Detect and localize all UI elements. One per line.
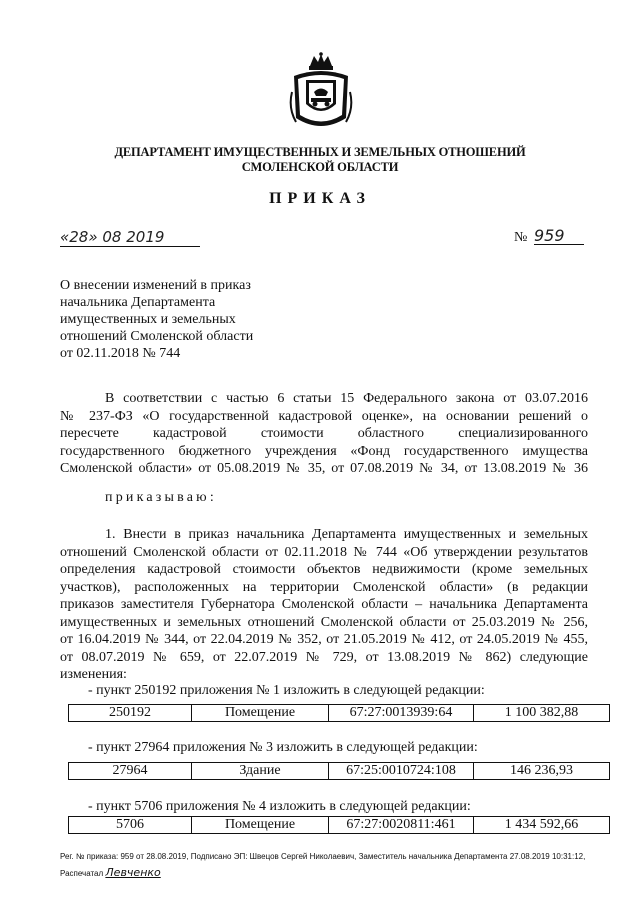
- body-line: определения кадастровой стоимости объектов недвижимости (кроме земельных: [60, 562, 588, 577]
- order-number: 959: [534, 226, 584, 245]
- body-line: 1. Внести в приказ начальника Департамента имущественных и земельных: [105, 527, 588, 542]
- table-cell-type: Здание: [192, 763, 329, 780]
- preamble-paragraph: [60, 390, 588, 478]
- body-line: приказов заместителя Губернатора Смоленской области – начальника Департамента: [60, 597, 588, 612]
- table-row: [69, 705, 610, 722]
- amendment-item-2: - пункт 27964 приложения № 3 изложить в следующей редакции:: [88, 740, 478, 755]
- table-cell-type: Помещение: [192, 817, 329, 834]
- subject-line: О внесении изменений в приказ: [60, 278, 251, 293]
- printed-by-line: [60, 866, 161, 879]
- preamble-line: В соответствии с частью 6 статьи 15 Федерального закона от 03.07.2016: [105, 391, 588, 406]
- body-paragraph: [60, 526, 588, 684]
- body-line: имущественных и земельных отношений Смоленской области от 25.03.2019 № 256,: [60, 614, 588, 630]
- amendment-table-3: [68, 816, 610, 834]
- subject-line: имущественных и земельных: [60, 312, 236, 327]
- coat-of-arms-icon: [288, 52, 354, 134]
- order-word: приказываю:: [105, 490, 217, 505]
- table-cell-type: Помещение: [192, 705, 329, 722]
- body-line: от 16.04.2019 № 344, от 22.04.2019 № 352, от 21.05.2019 № 412, от 24.05.2019 № 455,: [60, 632, 588, 647]
- order-date: «28» 08 2019: [60, 228, 200, 247]
- table-cell-value: 1 434 592,66: [474, 817, 610, 834]
- amendment-table-1: [68, 704, 610, 722]
- preamble-line: Смоленской области» от 05.08.2019 № 35, от 07.08.2019 № 34, от 13.08.2019 № 36: [60, 461, 588, 476]
- table-row: [69, 817, 610, 834]
- printed-by-signature: Левченко: [105, 866, 161, 879]
- amendment-item-3: - пункт 5706 приложения № 4 изложить в следующей редакции:: [88, 799, 471, 814]
- preamble-line: № 237-ФЗ «О государственной кадастровой оценке», на основании решений о: [60, 408, 588, 424]
- preamble-line: пересчете кадастровой стоимости областного специализированного: [60, 426, 588, 441]
- registration-footer: Рег. № приказа: 959 от 28.08.2019, Подписано ЭП: Швецов Сергей Николаевич, Заместитель начальника Департамента 27.08.2019 10:31:12,: [60, 852, 586, 861]
- department-name-line1: ДЕПАРТАМЕНТ ИМУЩЕСТВЕННЫХ И ЗЕМЕЛЬНЫХ ОТНОШЕНИЙ: [114, 145, 526, 159]
- document-title: ПРИКАЗ: [269, 190, 371, 207]
- body-line: участков), расположенных на территории Смоленской области» (в редакции: [60, 579, 588, 595]
- table-cell-value: 1 100 382,88: [474, 705, 610, 722]
- table-cell-value: 146 236,93: [474, 763, 610, 780]
- table-cell-cadastral: 67:27:0020811:461: [329, 817, 474, 834]
- body-line: отношений Смоленской области от 02.11.2018 № 744 «Об утверждении результатов: [60, 544, 588, 560]
- table-cell-cadastral: 67:27:0013939:64: [329, 705, 474, 722]
- subject-line: начальника Департамента: [60, 295, 216, 310]
- amendment-item-1: - пункт 250192 приложения № 1 изложить в следующей редакции:: [88, 683, 485, 698]
- department-name-line2: СМОЛЕНСКОЙ ОБЛАСТИ: [241, 160, 399, 174]
- table-cell-id: 5706: [69, 817, 192, 834]
- table-cell-id: 250192: [69, 705, 192, 722]
- table-cell-cadastral: 67:25:0010724:108: [329, 763, 474, 780]
- subject-line: от 02.11.2018 № 744: [60, 346, 181, 361]
- table-cell-id: 27964: [69, 763, 192, 780]
- printed-label: Распечатал: [60, 869, 104, 878]
- amendment-table-2: [68, 762, 610, 780]
- preamble-line: государственного бюджетного учреждения «Фонд государственного имущества: [60, 443, 588, 459]
- order-number-sign: №: [514, 230, 528, 245]
- order-subject: [60, 277, 300, 362]
- body-line: изменения:: [60, 667, 127, 682]
- table-row: [69, 763, 610, 780]
- body-line: от 08.07.2019 № 659, от 22.07.2019 № 729, от 13.08.2019 № 862) следующие: [60, 649, 588, 665]
- subject-line: отношений Смоленской области: [60, 329, 254, 344]
